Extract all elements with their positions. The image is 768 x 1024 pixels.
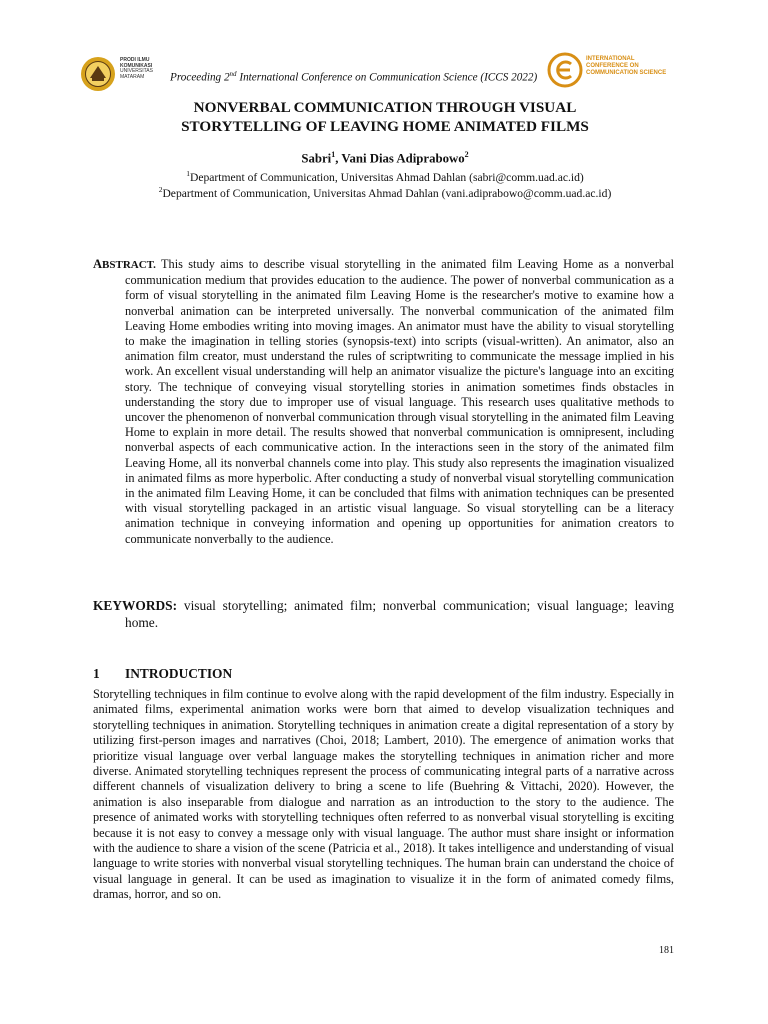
section-number: 1 bbox=[93, 666, 100, 681]
paper-title: NONVERBAL COMMUNICATION THROUGH VISUAL STORYTELLING OF LEAVING HOME ANIMATED FILMS bbox=[181, 99, 589, 135]
affiliation-2: $^2$Department of Communication, Universitas Ahmad Dahlan (vani.adiprabowo@comm.uad.ac.id) bbox=[158, 185, 612, 200]
iccs-logo bbox=[547, 52, 583, 88]
introduction-paragraph: Storytelling techniques in film continue to evolve along with the rapid development of the film industry. Especially in animated films, experimental animation works were born that aimed to develop visualization techniques and storytelling techniques in animation. Storytelling techniques in animation create a digital representation of a story by utilizing first-person images and narratives (Choi, 2018; Lambert, 2010). The emergence of animation works that prioritize visual language over verbal language makes the storytelling techniques in animation richer and more diverse. Animated storytelling techniques represent the process of communicating integral parts of a narrative across different channels of visualization delivery to bring a scene to life (Buehring & Vittachi, 2020). However, the animation is also inseparable from dialogue and narration as an introduction to the story to the audience. The presence of animated works with storytelling techniques often referred to as nonverbal visual storytelling is exciting because it is not easy to convey a message only with visual language. The author must share insight or information with the audience to share a vision of the scene (Patricia et al., 2018). It takes intelligence and understanding of visual language to write stories with nonverbal visual storytelling techniques. The human brain can understand the choice of visual language in general. It can be used as imagination to visualize it in the form of animated comedy films, dramas, horror, and so on. bbox=[93, 687, 674, 902]
keywords bbox=[93, 597, 674, 631]
authors: Sabri$^1$, Vani Dias Adiprabowo$^2$ bbox=[301, 150, 469, 166]
affiliation-1: $^1$Department of Communication, Universitas Ahmad Dahlan (sabri@comm.uad.ac.id) bbox=[186, 169, 584, 184]
iccs-logo-text: INTERNATIONAL CONFERENCE ON COMMUNICATION SCIENCE bbox=[586, 56, 667, 76]
proceeding-caption: Proceeding 2nd International Conference on Communication Science (ICCS 2022) bbox=[170, 70, 538, 84]
abstract bbox=[93, 257, 674, 547]
university-logo-text: PRODI ILMU KOMUNIKASI UNIVERSITAS MATARAM bbox=[120, 57, 153, 80]
page-header bbox=[80, 52, 680, 92]
university-seal-logo bbox=[80, 56, 116, 92]
keywords-text: visual storytelling; animated film; nonverbal communication; visual language; leaving home. bbox=[125, 598, 674, 630]
abstract-label: ABSTRACT. bbox=[93, 257, 156, 271]
keywords-label: KEYWORDS: bbox=[93, 598, 178, 613]
section-title: INTRODUCTION bbox=[125, 666, 233, 681]
abstract-text: This study aims to describe visual storytelling in the animated film Leaving Home as a nonverbal communication medium that provides education to the audience. The power of nonverbal communication as a form of visual storytelling in the animated film Leaving Home is the researcher's motive to examine how a nonverbal animation can be interpreted universally. The nonverbal communication of the animated film Leaving Home embodies writing into moving images. An animator must have the ability to visual storytelling to make the imagination in telling stories (synopsis-text) into scripts (visual-written). An animator, also an animation film creator, must understand the rules of scriptwriting to communicate the message implied in his work. An excellent visual understanding will help an animator visualize the picture's language into an exciting story. The technique of conveying visual storytelling stories in animation sometimes finds obstacles in understanding the story due to improper use of visual language. This research uses qualitative methods to uncover the phenomenon of nonverbal communication through visual storytelling in the animated film Leaving Home to explain in more detail. The results showed that nonverbal communication is omnipresent, including nonverbal aspects of each communicative action. In the interactions seen in the story of the animated film Leaving Home, all its nonverbal channels come into play. This study also represents the imagination visualized in animated films as more hyperbolic. After conducting a study of nonverbal visual storytelling communication in the animated film Leaving Home, it can be concluded that films with animation techniques can be presented with visual storytelling packaged in an artistic visual language. So visual storytelling can be a literacy animation technique in conveying information and opening up opportunities for animation creators to communicate nonverbally to the audience. bbox=[125, 257, 674, 546]
page-number: 181 bbox=[659, 945, 674, 956]
